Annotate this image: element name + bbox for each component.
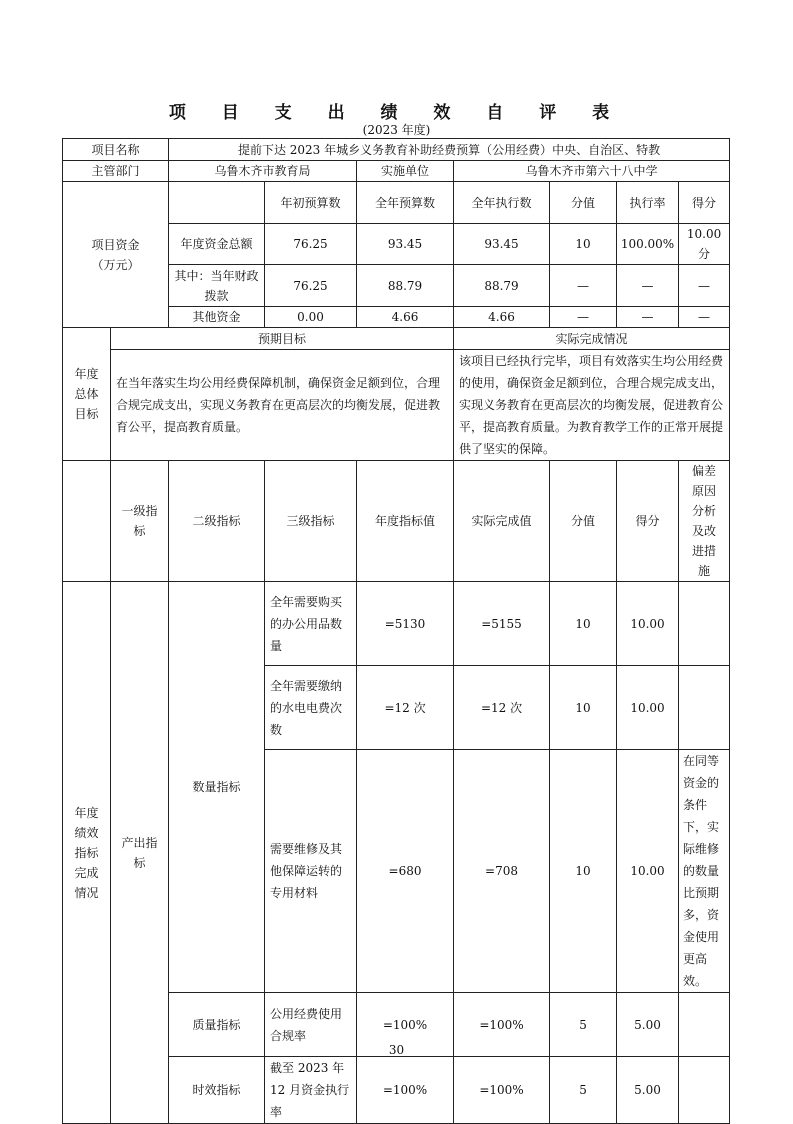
funds-header-exec-rate: 执行率 <box>617 182 679 224</box>
actual-value: =708 <box>454 750 550 993</box>
funds-cell: 88.79 <box>357 265 454 307</box>
score-max: 5 <box>550 1057 617 1124</box>
project-name-row <box>63 139 730 161</box>
funds-cell: 76.25 <box>265 265 357 307</box>
level3-item: 全年需要购买的办公用品数量 <box>265 582 357 666</box>
funds-cell: 4.66 <box>357 307 454 328</box>
target-value: =5130 <box>357 582 454 666</box>
funds-cell: — <box>550 265 617 307</box>
funds-cell: — <box>679 307 730 328</box>
department-row <box>63 161 730 182</box>
header-score-max: 分值 <box>550 461 617 582</box>
funds-cell: — <box>617 265 679 307</box>
actual-result-header: 实际完成情况 <box>454 328 730 350</box>
funds-header-annual-budget: 全年预算数 <box>357 182 454 224</box>
implementing-unit-label: 实施单位 <box>357 161 454 182</box>
target-value: =12 次 <box>357 666 454 750</box>
funds-cell: 10 <box>550 224 617 265</box>
funds-header-blank <box>169 182 265 224</box>
year-subtitle: (2023 年度) <box>362 123 431 137</box>
deviation-note <box>679 582 730 666</box>
funds-cell: 88.79 <box>454 265 550 307</box>
funds-header-score: 得分 <box>679 182 730 224</box>
header-target: 年度指标值 <box>357 461 454 582</box>
project-name-value: 提前下达 2023 年城乡义务教育补助经费预算（公用经费）中央、自治区、特教 <box>169 139 730 161</box>
header-score: 得分 <box>617 461 679 582</box>
header-level1: 一级指标 <box>111 461 169 582</box>
actual-value: =100% <box>454 993 550 1057</box>
project-name-label: 项目名称 <box>63 139 169 161</box>
self-evaluation-table <box>62 138 730 1124</box>
funds-cell: — <box>617 307 679 328</box>
level3-item: 全年需要缴纳的水电电费次数 <box>265 666 357 750</box>
score-max: 10 <box>550 582 617 666</box>
target-value: =100% <box>357 1057 454 1124</box>
funds-cell: 100.00% <box>617 224 679 265</box>
score: 10.00 <box>617 582 679 666</box>
funds-cell: 4.66 <box>454 307 550 328</box>
score-max: 10 <box>550 750 617 993</box>
header-level3: 三级指标 <box>265 461 357 582</box>
expected-goal-header: 预期目标 <box>111 328 454 350</box>
funds-header-score-max: 分值 <box>550 182 617 224</box>
score: 10.00 <box>617 750 679 993</box>
target-value: =100% <box>357 993 454 1057</box>
page-title: 项 目 支 出 绩 效 自 评 表 <box>168 103 625 123</box>
funds-cell: 10.00 分 <box>679 224 730 265</box>
score-max: 5 <box>550 993 617 1057</box>
page-number: 30 <box>388 1043 405 1057</box>
indicator-row <box>63 582 730 666</box>
score: 5.00 <box>617 1057 679 1124</box>
header-deviation: 偏差原因分析及改进措施 <box>679 461 730 582</box>
deviation-note <box>679 666 730 750</box>
funds-cell: 76.25 <box>265 224 357 265</box>
actual-result-text: 该项目已经执行完毕，项目有效落实生均公用经费的使用，确保资金足额到位，合理合规完成支出，实现义务教育在更高层次的均衡发展，促进教育公平，提高教育质量。为教育教学工作的正常开展提供了坚实的保障。 <box>454 350 730 461</box>
actual-value: =100% <box>454 1057 550 1124</box>
goals-content-row <box>63 350 730 461</box>
funds-cell: 93.45 <box>357 224 454 265</box>
funds-row-label: 其中：当年财政拨款 <box>169 265 265 307</box>
target-value: =680 <box>357 750 454 993</box>
indicators-header-row <box>63 461 730 582</box>
goals-label: 年度总体目标 <box>63 328 111 461</box>
performance-side-label: 年度绩效指标完成情况 <box>63 582 111 1124</box>
funds-header-row <box>63 182 730 224</box>
actual-value: =5155 <box>454 582 550 666</box>
funds-cell: 93.45 <box>454 224 550 265</box>
deviation-note: 在同等资金的条件下，实际维修的数量比预期多，资金使用更高效。 <box>679 750 730 993</box>
level1-output: 产出指标 <box>111 582 169 1124</box>
indicators-header-blank <box>63 461 111 582</box>
funds-cell: 0.00 <box>265 307 357 328</box>
actual-value: =12 次 <box>454 666 550 750</box>
funds-label: 项目资金 （万元） <box>63 182 169 328</box>
level2-timeliness: 时效指标 <box>169 1057 265 1124</box>
header-actual: 实际完成值 <box>454 461 550 582</box>
level3-item: 公用经费使用合规率 <box>265 993 357 1057</box>
expected-goal-text: 在当年落实生均公用经费保障机制，确保资金足额到位，合理合规完成支出，实现义务教育在更高层次的均衡发展，促进教育公平，提高教育质量。 <box>111 350 454 461</box>
funds-cell: — <box>679 265 730 307</box>
level2-quantity: 数量指标 <box>169 582 265 993</box>
level3-item: 截至 2023 年 12 月资金执行率 <box>265 1057 357 1124</box>
level3-item: 需要维修及其他保障运转的专用材料 <box>265 750 357 993</box>
score: 10.00 <box>617 666 679 750</box>
funds-header-executed: 全年执行数 <box>454 182 550 224</box>
goals-header-row <box>63 328 730 350</box>
score: 5.00 <box>617 993 679 1057</box>
funds-row-label: 年度资金总额 <box>169 224 265 265</box>
deviation-note <box>679 1057 730 1124</box>
header-level2: 二级指标 <box>169 461 265 582</box>
department-label: 主管部门 <box>63 161 169 182</box>
funds-cell: — <box>550 307 617 328</box>
score-max: 10 <box>550 666 617 750</box>
level2-quality: 质量指标 <box>169 993 265 1057</box>
funds-row-label: 其他资金 <box>169 307 265 328</box>
implementing-unit-value: 乌鲁木齐市第六十八中学 <box>454 161 730 182</box>
department-value: 乌鲁木齐市教育局 <box>169 161 357 182</box>
funds-header-initial-budget: 年初预算数 <box>265 182 357 224</box>
